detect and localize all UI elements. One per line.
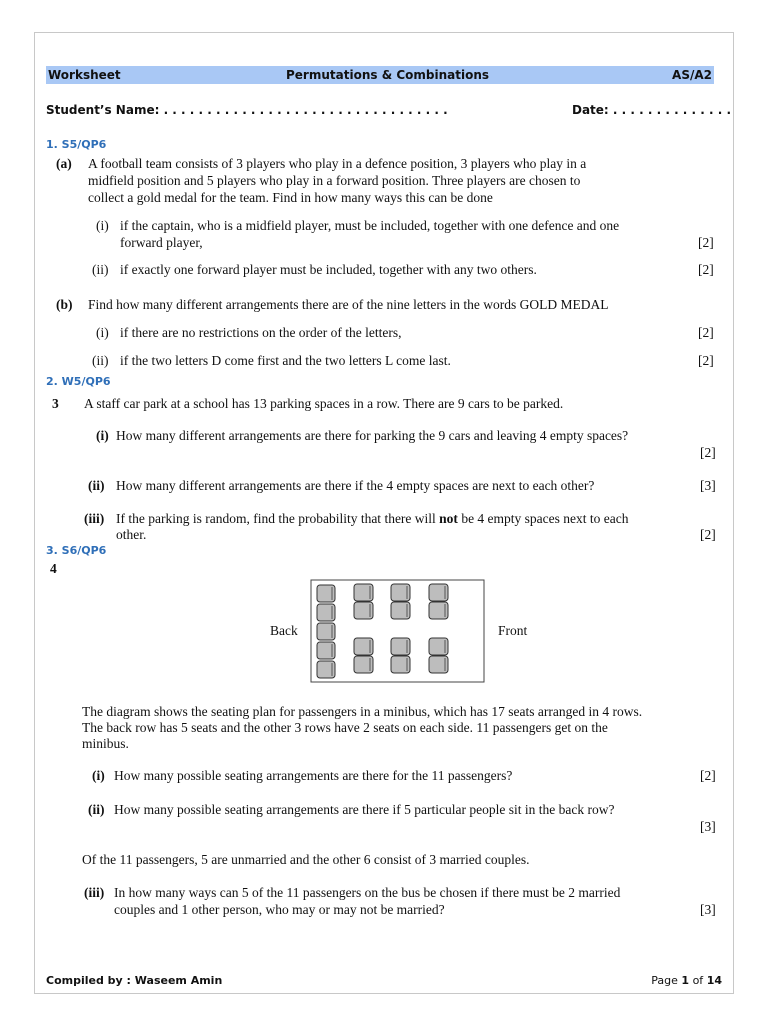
q2-iii-line-2: other.	[116, 527, 147, 542]
q1-a-line-2: midfield position and 5 players who play in a forward position. Three players are chosen to	[88, 173, 581, 188]
q2-i-marks: [2]	[700, 445, 716, 460]
q2-iii-marks: [2]	[700, 527, 716, 542]
q1-b-ii-marks: [2]	[698, 353, 714, 368]
q1-a-line-3: collect a gold medal for the team. Find in how many ways this can be done	[88, 190, 493, 205]
q2-number: 3	[52, 396, 59, 411]
q2-ii-marks: [3]	[700, 478, 716, 493]
q2-i-text: How many different arrangements are there for parking the 9 cars and leaving 4 empty spaces?	[116, 428, 629, 443]
q2-i-label: (i)	[96, 428, 109, 443]
q1-b-i-text: if there are no restrictions on the order of the letters,	[120, 325, 402, 340]
q3-i-label: (i)	[92, 768, 105, 783]
q1-b-i-label: (i)	[96, 325, 109, 340]
q1-a-i-label: (i)	[96, 218, 109, 233]
q3-stem-line-2: The back row has 5 seats and the other 3 rows have 2 seats on each side. 11 passengers get on the	[82, 720, 608, 735]
q3-ii-marks: [3]	[700, 819, 716, 834]
header-worksheet-label: Worksheet	[48, 68, 121, 82]
q1-a-i-line-2: forward player,	[120, 235, 203, 250]
minibus-seating-diagram	[266, 576, 536, 686]
q3-iii-line-2: couples and 1 other person, who may or may not be married?	[114, 902, 445, 917]
header-level: AS/A2	[672, 68, 712, 82]
question-3-ref: 3. S6/QP6	[46, 544, 107, 557]
q1-a-ii-marks: [2]	[698, 262, 714, 277]
q1-part-a-label: (a)	[56, 156, 72, 171]
footer-compiled-by: Compiled by : Waseem Amin	[46, 974, 223, 987]
q1-part-b-label: (b)	[56, 297, 73, 312]
q1-a-i-line-1: if the captain, who is a midfield player, must be included, together with one defence and one	[120, 218, 620, 233]
question-1-ref: 1. S5/QP6	[46, 138, 107, 151]
q3-i-marks: [2]	[700, 768, 716, 783]
q2-iii-label: (iii)	[84, 511, 105, 526]
q3-i-text: How many possible seating arrangements are there for the 11 passengers?	[114, 768, 513, 783]
q3-stem-line-3: minibus.	[82, 736, 129, 751]
worksheet-header	[46, 66, 714, 84]
q3-middle-text: Of the 11 passengers, 5 are unmarried and the other 6 consist of 3 married couples.	[82, 852, 530, 867]
seat-group	[317, 584, 448, 678]
q1-b-i-marks: [2]	[698, 325, 714, 340]
q1-b-ii-label: (ii)	[92, 353, 109, 368]
q3-number: 4	[50, 561, 57, 576]
q1-a-ii-text: if exactly one forward player must be included, together with any two others.	[120, 262, 537, 277]
q1-a-line-1: A football team consists of 3 players who play in a defence position, 3 players who play in a	[88, 156, 587, 171]
q2-iii-line-1: If the parking is random, find the probability that there will not be 4 empty spaces next to each	[116, 511, 629, 526]
q1-a-ii-label: (ii)	[92, 262, 109, 277]
q2-ii-text: How many different arrangements are there if the 4 empty spaces are next to each other?	[116, 478, 595, 493]
back-label: Back	[270, 623, 298, 638]
q2-iii-emphasis: not	[439, 511, 458, 526]
q2-ii-label: (ii)	[88, 478, 105, 493]
footer-page-number: Page 1 of 14	[651, 974, 722, 987]
header-topic-title: Permutations & Combinations	[286, 68, 490, 82]
q3-ii-label: (ii)	[88, 802, 105, 817]
front-label: Front	[498, 623, 528, 638]
q3-stem-line-1: The diagram shows the seating plan for passengers in a minibus, which has 17 seats arranged in 4 rows.	[82, 704, 643, 719]
q3-ii-text: How many possible seating arrangements are there if 5 particular people sit in the back row?	[114, 802, 615, 817]
q2-stem: A staff car park at a school has 13 parking spaces in a row. There are 9 cars to be parked.	[84, 396, 564, 411]
q3-iii-line-1: In how many ways can 5 of the 11 passengers on the bus be chosen if there must be 2 married	[114, 885, 621, 900]
date-field: Date: . . . . . . . . . . . . . .	[572, 103, 732, 117]
q1-a-i-marks: [2]	[698, 235, 714, 250]
q1-b-text: Find how many different arrangements there are of the nine letters in the words GOLD MEDAL	[88, 297, 609, 312]
q3-iii-label: (iii)	[84, 885, 105, 900]
student-name-field: Student’s Name: . . . . . . . . . . . . . . . . . . . . . . . . . . . . . . . . .	[46, 103, 448, 117]
q3-iii-marks: [3]	[700, 902, 716, 917]
q1-b-ii-text: if the two letters D come first and the two letters L come last.	[120, 353, 451, 368]
question-2-ref: 2. W5/QP6	[46, 375, 111, 388]
